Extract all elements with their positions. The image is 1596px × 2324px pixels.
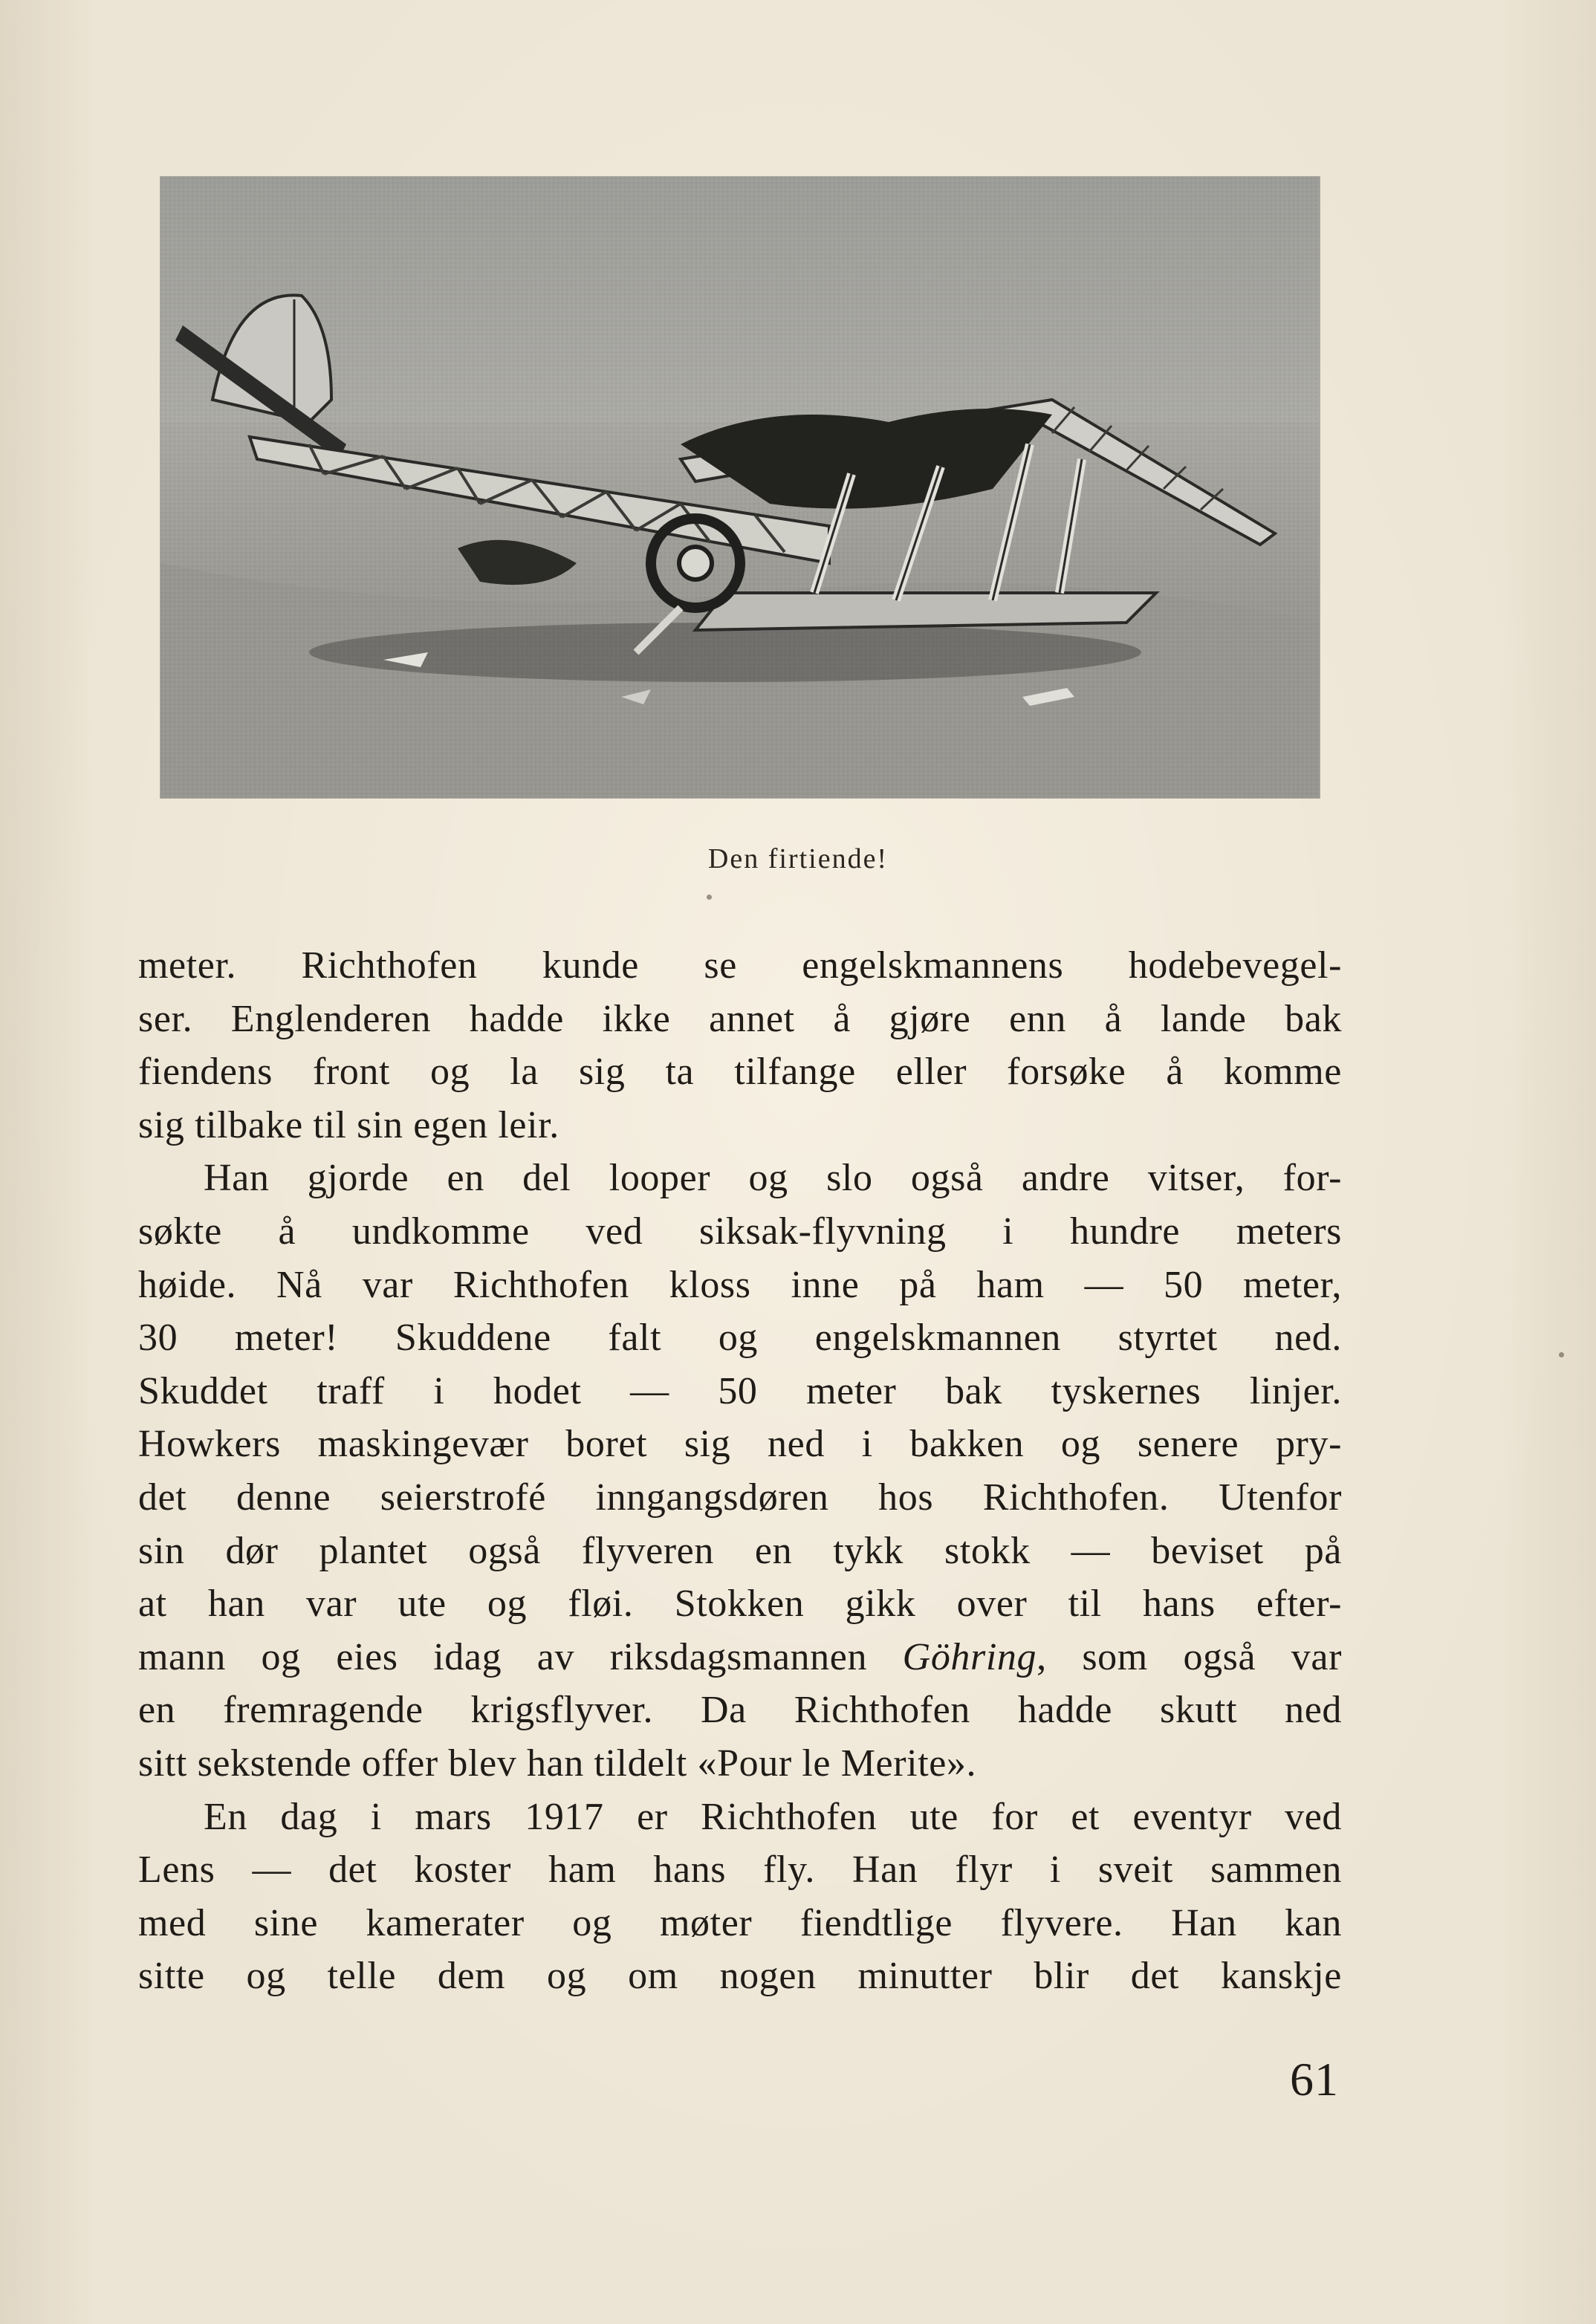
text-line: ser. Englenderen hadde ikke annet å gjøre enn å lande bak [138,997,1342,1040]
text-line: Han gjorde en del looper og slo også andre vitser, for- [204,1157,1342,1200]
page-number: 61 [1290,2053,1339,2106]
text-line: sin dør plantet også flyveren en tykk stokk — beviset på [138,1529,1342,1572]
text-line: en fremragende krigsflyver. Da Richthofen hadde skutt ned [138,1689,1342,1732]
print-speck [1559,1352,1564,1357]
text-line: Howkers maskingevær boret sig ned i bakken og senere pry- [138,1423,1342,1466]
crashed-biplane-photo [160,177,1320,798]
text-line: med sine kamerater og møter fiendtlige flyvere. Han kan [138,1901,1342,1944]
text-line: meter. Richthofen kunde se engelskmannens hodebevegel- [138,944,1342,987]
body-text [138,939,1342,2003]
text-line: sig tilbake til sin egen leir. [138,1103,559,1146]
text-line: sitt sekstende offer blev han tildelt «Pour le Merite». [138,1742,977,1785]
text-line: Skuddet traff i hodet — 50 meter bak tyskernes linjer. [138,1369,1342,1412]
text-line: høide. Nå var Richthofen kloss inne på ham — 50 meter, [138,1263,1342,1306]
text-line: mann og eies idag av riksdagsmannen Göhring, som også var [138,1635,1342,1678]
print-speck [707,895,712,900]
crashed-biplane-illustration [160,177,1320,798]
text-line: En dag i mars 1917 er Richthofen ute for et eventyr ved [204,1795,1342,1838]
text-line: sitte og telle dem og om nogen minutter blir det kanskje [138,1955,1342,1998]
italic-name: Göhring [902,1635,1037,1678]
text-line: søkte å undkomme ved siksak-flyvning i hundre meters [138,1210,1342,1253]
text-line: det denne seierstrofé inngangsdøren hos Richthofen. Utenfor [138,1476,1342,1519]
text-line: Lens — det koster ham hans fly. Han flyr i sveit sammen [138,1849,1342,1892]
text-line: 30 meter! Skuddene falt og engelskmannen styrtet ned. [138,1317,1342,1360]
text-line: fiendens front og la sig ta tilfange eller forsøke å komme [138,1051,1342,1094]
text-line: at han var ute og fløi. Stokken gikk over til hans efter- [138,1583,1342,1626]
figure-caption: Den firtiende! [707,843,889,874]
